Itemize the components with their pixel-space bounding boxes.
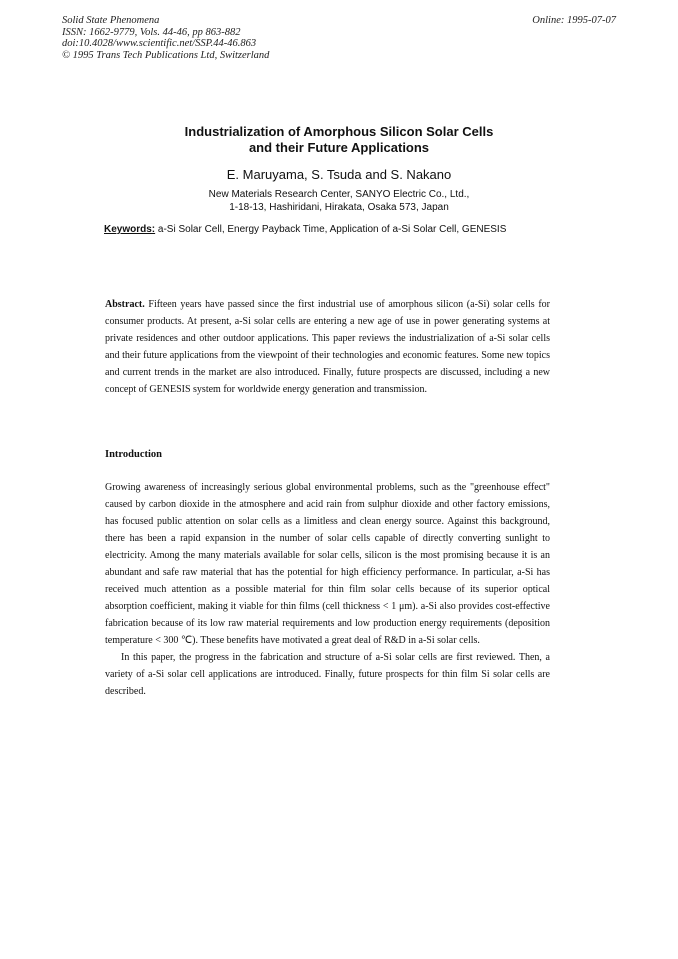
intro-paragraph-1: Growing awareness of increasingly serious global environmental problems, such as the "greenhouse effect" caused by carbon dioxide in the atmosphere and acid rain from sulphur dioxide and other factory emissions, has focused public attention on solar cells as a limitless and clean energy source. Against this background, there has been a rapid expansion in the number of solar cells capable of directly converting sunlight to electricity. Among the many materials available for solar cells, silicon is the most promising because it is an abundant and safe raw material that has the potential for high efficiency performance. In particular, a-Si has received much attention as a possible material for thin film solar cells because of its superior optical absorption coefficient, making it viable for thin films (cell thickness < 1 μm). a-Si also provides cost-effective fabrication because of its low raw material requirements and low production energy requirements (deposition temperature < 300 ℃). These benefits have motivated a great deal of R&D in a-Si solar cells.: [105, 482, 550, 646]
journal-name: Solid State Phenomena: [62, 15, 160, 26]
introduction-heading: Introduction: [105, 449, 162, 460]
intro-paragraph-2: In this paper, the progress in the fabrication and structure of a-Si solar cells are first reviewed. Then, a variety of a-Si solar cell applications are introduced. Finally, future prospects for thin film Si solar cells are described.: [105, 652, 550, 697]
copyright-line: © 1995 Trans Tech Publications Ltd, Switzerland: [62, 49, 270, 61]
online-date: Online: 1995-07-07: [532, 15, 616, 26]
keywords-text: a-Si Solar Cell, Energy Payback Time, Application of a-Si Solar Cell, GENESIS: [155, 224, 507, 235]
doi-line: doi:10.4028/www.scientific.net/SSP.44-46.863: [62, 38, 257, 49]
paper-title: [0, 124, 678, 156]
abstract-label: Abstract.: [105, 299, 145, 310]
affiliation-line-1: New Materials Research Center, SANYO Electric Co., Ltd.,: [208, 189, 470, 200]
introduction-body: [105, 479, 550, 700]
title-line-1: Industrialization of Amorphous Silicon Solar Cells: [184, 124, 494, 139]
affiliation: [0, 188, 678, 214]
authors: E. Maruyama, S. Tsuda and S. Nakano: [226, 167, 452, 182]
abstract-text: Fifteen years have passed since the first industrial use of amorphous silicon (a-Si) solar cells for consumer products. At present, a-Si solar cells are entering a new age of use in power generating systems at private residences and other outdoor applications. This paper reviews the industrialization of a-Si solar cells and their future applications from the viewpoint of their technologies and economic features. Some new topics and current trends in the market are also introduced. Finally, future prospects are discussed, including a new concept of GENESIS system for worldwide energy generation and transmission.: [105, 299, 550, 395]
journal-info: [62, 15, 269, 61]
abstract: [105, 296, 550, 398]
keywords: [104, 223, 506, 236]
issn-line: ISSN: 1662-9779, Vols. 44-46, pp 863-882: [62, 26, 241, 38]
keywords-label: Keywords:: [104, 224, 156, 235]
title-line-2: and their Future Applications: [248, 140, 430, 155]
affiliation-line-2: 1-18-13, Hashiridani, Hirakata, Osaka 573, Japan: [229, 202, 449, 213]
